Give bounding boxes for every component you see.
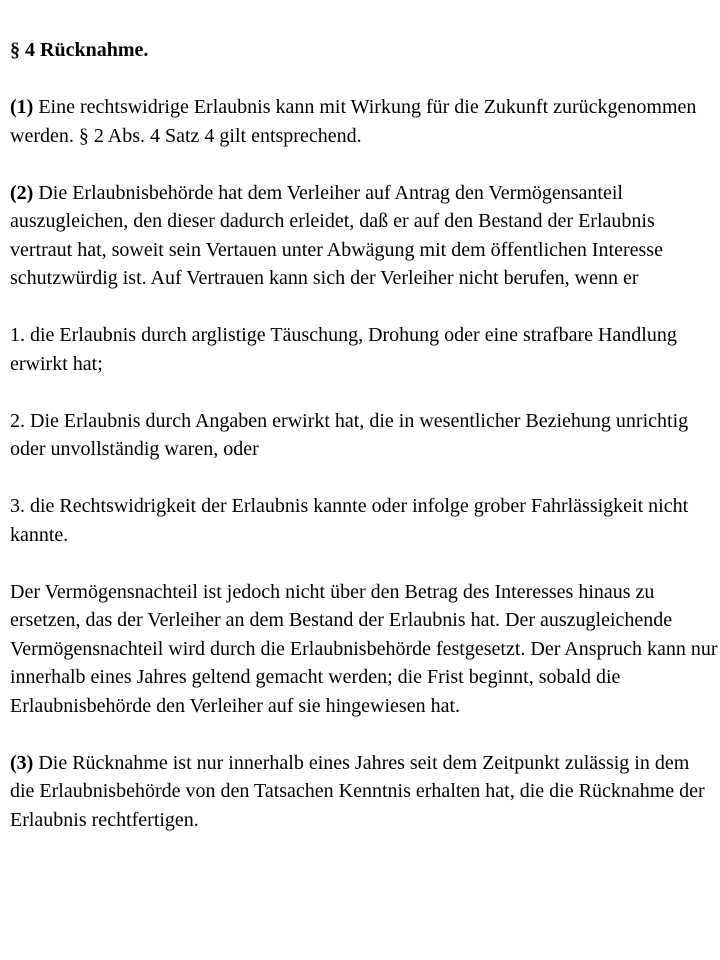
document-body [10, 36, 718, 863]
list-item-3: 3. die Rechtswidrigkeit der Erlaubnis kannte oder infolge grober Fahrlässigkeit nicht kannte. [10, 495, 689, 546]
paragraph-3-text: Die Rücknahme ist nur innerhalb eines Jahres seit dem Zeitpunkt zulässig in dem die Erlaubnisbehörde von den Tatsachen Kenntnis erhalten hat, die die Rücknahme der Erlaubnis rechtfertigen. [10, 751, 705, 831]
paragraph-2 [10, 179, 718, 293]
paragraph-1 [10, 93, 718, 150]
paragraph-3 [10, 749, 718, 835]
paragraph-1-number: (1) [10, 96, 34, 118]
section-heading: § 4 Rücknahme. [10, 39, 149, 61]
list-item-2: 2. Die Erlaubnis durch Angaben erwirkt hat, die in wesentlicher Beziehung unrichtig oder unvollständig waren, oder [10, 409, 689, 460]
paragraph-1-text: Eine rechtswidrige Erlaubnis kann mit Wirkung für die Zukunft zurückgenommen werden. § 2 Abs. 4 Satz 4 gilt entsprechend. [10, 96, 697, 147]
paragraph-2-text: Die Erlaubnisbehörde hat dem Verleiher auf Antrag den Vermögensanteil auszugleichen, den dieser dadurch erleidet, daß er auf den Bestand der Erlaubnis vertraut hat, soweit sein Vertauen unter Abwägung mit dem öffentlichen Interesse schutzwürdig ist. Auf Vertrauen kann sich der Verleiher nicht berufen, wenn er [10, 181, 663, 289]
paragraph-2-continuation: Der Vermögensnachteil ist jedoch nicht über den Betrag des Interesses hinaus zu ersetzen, das der Verleiher an dem Bestand der Erlaubnis hat. Der auszugleichende Vermögensnachteil wird durch die Erlaubnisbehörde festgesetzt. Der Anspruch kann nur innerhalb eines Jahres geltend gemacht werden; die Frist beginnt, sobald die Erlaubnisbehörde den Verleiher auf sie hingewiesen hat. [10, 580, 718, 717]
paragraph-3-number: (3) [10, 751, 34, 774]
list-item-1: 1. die Erlaubnis durch arglistige Täuschung, Drohung oder eine strafbare Handlung erwirkt hat; [10, 324, 677, 375]
paragraph-2-number: (2) [10, 181, 34, 204]
